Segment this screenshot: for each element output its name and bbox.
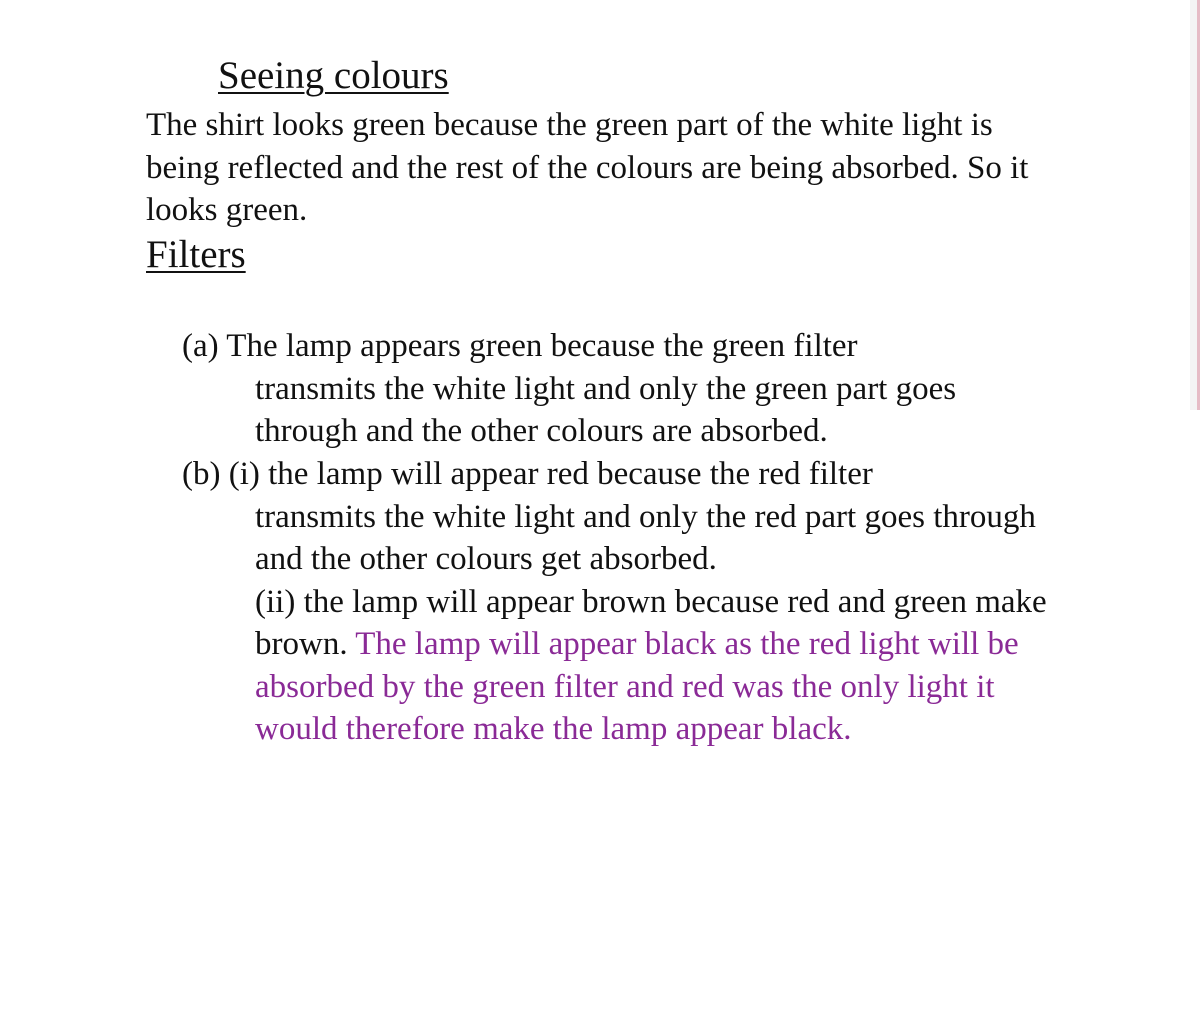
answer-b-i-continuation: transmits the white light and only the red part goes through and the other colours get absorbed. — [255, 498, 1036, 577]
heading-filters: Filters — [146, 233, 246, 276]
answer-b-first-line — [182, 453, 1062, 496]
heading-seeing-colours: Seeing colours — [218, 54, 449, 97]
answer-a-label: (a) — [182, 328, 219, 364]
answer-a-first-line-text: The lamp appears green because the green filter — [226, 328, 858, 364]
answer-a-continuation: transmits the white light and only the green part goes through and the other colours are absorbed. — [255, 370, 957, 449]
scrollbar-edge[interactable] — [1190, 0, 1200, 410]
answer-b — [182, 453, 1062, 751]
answer-a-first-line — [182, 325, 1062, 368]
answer-b-continuation — [182, 496, 1062, 751]
answer-b-ii-label: (ii) — [255, 583, 296, 620]
answer-b-i-label: (i) — [228, 456, 260, 492]
answer-b-ii-text: the lamp will appear brown because red and green make brown. — [255, 583, 1047, 662]
answer-b-label: (b) — [182, 456, 221, 492]
answer-a — [182, 325, 1062, 453]
answer-b-i-first-line-text: the lamp will appear red because the red filter — [268, 456, 873, 492]
teacher-correction-text: The lamp will appear black as the red light will be absorbed by the green filter and red was the only light it would therefore make the lamp appear black. — [255, 626, 1019, 747]
paragraph-shirt-explanation: The shirt looks green because the green part of the white light is being reflected and the rest of the colours are being absorbed. So it looks green. — [146, 107, 1029, 228]
